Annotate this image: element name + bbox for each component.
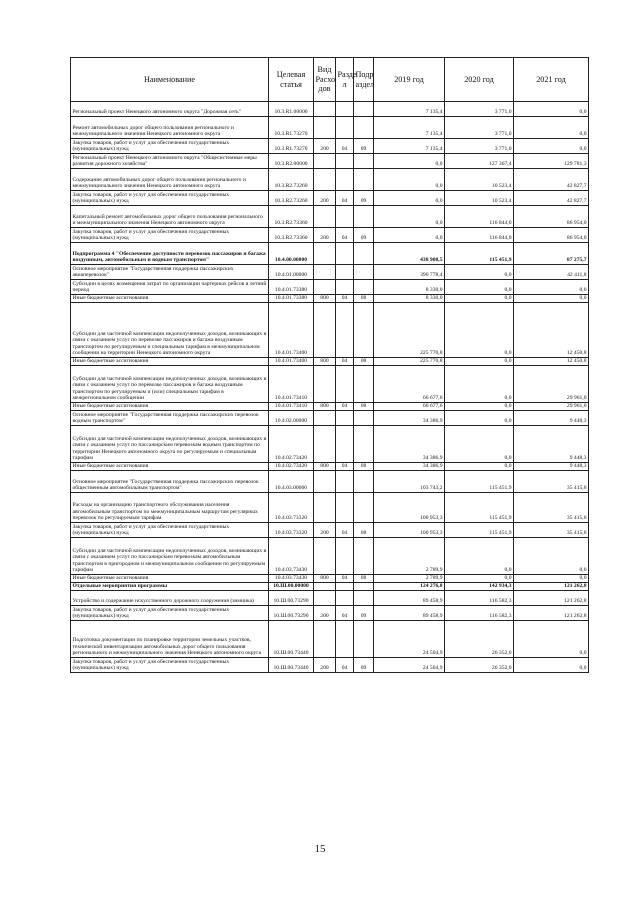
- cell-expense-type: [314, 243, 336, 265]
- cell-subsection: [354, 303, 374, 358]
- cell-name: Региональный проект Ненецкого автономного округа "Дорожная сеть": [71, 102, 269, 117]
- cell-subsection: [354, 583, 374, 591]
- cell-section: [336, 206, 354, 228]
- cell-subsection: [354, 117, 374, 139]
- cell-name: Подготовка документации по планировке территории земельных участков, технической инвентаризации автомобильных дорог общего пользования регионального и межмуниципального значения Ненецкого автономного округа: [71, 621, 269, 658]
- cell-target-article: 10.3.R2.73260: [269, 191, 314, 206]
- cell-2021: 0,0: [514, 139, 589, 154]
- cell-2020: 10 523,4: [445, 169, 514, 191]
- cell-2020: 0,0: [445, 303, 514, 358]
- cell-2020: 3 771,0: [445, 117, 514, 139]
- cell-section: 04: [336, 463, 354, 471]
- budget-table: [70, 57, 589, 673]
- cell-2021: 12 450,8: [514, 358, 589, 366]
- cell-target-article: 10.4.03.73320: [269, 523, 314, 538]
- table-row: [71, 243, 589, 265]
- cell-section: [336, 169, 354, 191]
- cell-section: [336, 366, 354, 403]
- cell-expense-type: 200: [314, 606, 336, 621]
- cell-target-article: 10.Ш.00.73290: [269, 591, 314, 606]
- cell-2021: 42 827,7: [514, 191, 589, 206]
- table-row: [71, 206, 589, 228]
- cell-section: [336, 265, 354, 280]
- cell-name: Закупка товаров, работ и услуг для обеспечения государственных (муниципальных) нужд: [71, 658, 269, 673]
- cell-subsection: 08: [354, 523, 374, 538]
- cell-expense-type: [314, 493, 336, 523]
- header-section: Разде л: [336, 58, 354, 102]
- cell-expense-type: [314, 583, 336, 591]
- cell-target-article: 10.4.03.00000: [269, 471, 314, 493]
- cell-2021: 0,0: [514, 621, 589, 658]
- cell-2020: 115 451,9: [445, 523, 514, 538]
- cell-name: Расходы на организацию транспортного обслуживания населения автомобильным транспортом по межмуниципальным маршрутам регулярных перевозок по регулируемым тарифам: [71, 493, 269, 523]
- cell-target-article: 10.4.01.73400: [269, 358, 314, 366]
- cell-2021: 86 954,0: [514, 228, 589, 243]
- table-row: [71, 591, 589, 606]
- cell-2021: 35 415,6: [514, 523, 589, 538]
- cell-name: Закупка товаров, работ и услуг для обеспечения государственных (муниципальных) нужд: [71, 191, 269, 206]
- cell-subsection: 09: [354, 191, 374, 206]
- cell-subsection: [354, 426, 374, 463]
- cell-2020: 116 582,3: [445, 606, 514, 621]
- cell-name: Закупка товаров, работ и услуг для обеспечения государственных (муниципальных) нужд: [71, 523, 269, 538]
- table-row: [71, 191, 589, 206]
- cell-section: [336, 154, 354, 169]
- cell-2020: 115 451,9: [445, 243, 514, 265]
- table-row: [71, 366, 589, 403]
- cell-2019: 7 135,4: [374, 102, 445, 117]
- cell-name: Ремонт автомобильных дорог общего пользования регионального и межмуниципального значения Ненецкого автономного округа: [71, 117, 269, 139]
- header-2021: 2021 год: [514, 58, 589, 102]
- cell-section: [336, 243, 354, 265]
- cell-expense-type: 200: [314, 658, 336, 673]
- cell-2019: 89 458,9: [374, 591, 445, 606]
- cell-expense-type: [314, 169, 336, 191]
- cell-target-article: 10.Ш.00.73440: [269, 658, 314, 673]
- cell-2019: 0,0: [374, 154, 445, 169]
- cell-section: 04: [336, 358, 354, 366]
- cell-expense-type: [314, 621, 336, 658]
- cell-2020: 116 844,0: [445, 228, 514, 243]
- cell-2021: 0,0: [514, 658, 589, 673]
- cell-2019: 34 386,9: [374, 463, 445, 471]
- cell-2020: 0,0: [445, 463, 514, 471]
- cell-2020: 0,0: [445, 426, 514, 463]
- cell-target-article: 10.4.01.00000: [269, 265, 314, 280]
- cell-target-article: 10.Ш.00.73290: [269, 606, 314, 621]
- header-2019: 2019 год: [374, 58, 445, 102]
- cell-subsection: [354, 206, 374, 228]
- cell-name: Иные бюджетные ассигнования: [71, 358, 269, 366]
- cell-expense-type: [314, 591, 336, 606]
- cell-2021: 42 827,7: [514, 169, 589, 191]
- cell-name: Иные бюджетные ассигнования: [71, 295, 269, 303]
- cell-target-article: 10.4.01.73410: [269, 403, 314, 411]
- cell-2021: 12 450,8: [514, 303, 589, 358]
- cell-2019: 8 330,0: [374, 280, 445, 295]
- table-row: [71, 538, 589, 575]
- cell-2019: 66 677,6: [374, 403, 445, 411]
- cell-expense-type: [314, 366, 336, 403]
- cell-2020: 0,0: [445, 280, 514, 295]
- cell-2019: 34 386,9: [374, 426, 445, 463]
- cell-target-article: 10.3.R2.73360: [269, 206, 314, 228]
- table-row: [71, 575, 589, 583]
- cell-2019: 103 743,2: [374, 471, 445, 493]
- cell-name: Подпрограмма 4 "Обеспечение доступности перевозок пассажиров и багажа воздушным, автомобильным и водным транспортом": [71, 243, 269, 265]
- cell-subsection: [354, 102, 374, 117]
- cell-target-article: 10.4.02.00000: [269, 411, 314, 426]
- cell-2019: 100 953,3: [374, 493, 445, 523]
- cell-2021: 0,0: [514, 102, 589, 117]
- cell-2021: 35 415,6: [514, 493, 589, 523]
- cell-section: [336, 493, 354, 523]
- cell-subsection: 09: [354, 658, 374, 673]
- cell-2021: 0,0: [514, 295, 589, 303]
- cell-expense-type: 800: [314, 295, 336, 303]
- cell-2020: 0,0: [445, 538, 514, 575]
- cell-2021: 29 961,0: [514, 403, 589, 411]
- cell-2021: 29 961,0: [514, 366, 589, 403]
- table-row: [71, 139, 589, 154]
- cell-name: Устройство и содержание искусственного дорожного сооружения (зимника): [71, 591, 269, 606]
- cell-target-article: 10.4.00.00000: [269, 243, 314, 265]
- cell-section: [336, 591, 354, 606]
- cell-target-article: 10.4.01.73380: [269, 280, 314, 295]
- cell-section: [336, 538, 354, 575]
- cell-name: Содержание автомобильных дорог общего пользования регионального и межмуниципального значения Ненецкого автономного округа: [71, 169, 269, 191]
- cell-2019: 89 458,9: [374, 606, 445, 621]
- cell-subsection: [354, 591, 374, 606]
- cell-2019: 0,0: [374, 169, 445, 191]
- cell-2021: 86 954,0: [514, 206, 589, 228]
- cell-target-article: 10.4.03.73430: [269, 575, 314, 583]
- cell-target-article: 10.3.R1.00000: [269, 102, 314, 117]
- table-row: [71, 493, 589, 523]
- cell-2020: 3 771,0: [445, 139, 514, 154]
- cell-2021: 0,0: [514, 280, 589, 295]
- cell-2020: 26 352,0: [445, 621, 514, 658]
- cell-name: Региональный проект Ненецкого автономного округа "Общесистемные меры развития дорожного хозяйства": [71, 154, 269, 169]
- table-row: [71, 523, 589, 538]
- table-body: [71, 102, 589, 673]
- cell-expense-type: [314, 265, 336, 280]
- cell-name: Субсидии в целях возмещения затрат по организации чартерных рейсов в летний период: [71, 280, 269, 295]
- cell-target-article: 10.4.01.73410: [269, 366, 314, 403]
- table-row: [71, 411, 589, 426]
- cell-section: 04: [336, 403, 354, 411]
- cell-expense-type: [314, 538, 336, 575]
- cell-expense-type: [314, 154, 336, 169]
- cell-name: Закупка товаров, работ и услуг для обеспечения государственных (муниципальных) нужд: [71, 228, 269, 243]
- cell-name: Субсидии для частичной компенсации недополученных доходов, возникающих в связи с оказанием услуг по пассажирским перевозкам автомобильным транспортом в пригородном и межмуниципальном сообщении по регулируемым тарифам: [71, 538, 269, 575]
- cell-2020: 0,0: [445, 358, 514, 366]
- cell-2019: 34 386,9: [374, 411, 445, 426]
- cell-section: 04: [336, 191, 354, 206]
- cell-2020: 0,0: [445, 366, 514, 403]
- cell-target-article: 10.4.03.73430: [269, 538, 314, 575]
- cell-name: Субсидии для частичной компенсации недополученных доходов, возникающих в связи с оказанием услуг по перевозке пассажиров и багажа воздушным транспортом по регулируемым и (или) специальным тарифам в межрегиональном сообщении: [71, 366, 269, 403]
- cell-target-article: 10.3.R2.73360: [269, 228, 314, 243]
- cell-subsection: [354, 538, 374, 575]
- cell-2020: 115 451,9: [445, 471, 514, 493]
- cell-target-article: 10.3.R2.00000: [269, 154, 314, 169]
- cell-name: Основное мероприятие "Государственная поддержка пассажирских авиаперевозок": [71, 265, 269, 280]
- table-row: [71, 265, 589, 280]
- cell-subsection: 09: [354, 139, 374, 154]
- cell-name: Закупка товаров, работ и услуг для обеспечения государственных (муниципальных) нужд: [71, 606, 269, 621]
- cell-2019: 390 778,4: [374, 265, 445, 280]
- cell-2021: 121 262,8: [514, 591, 589, 606]
- cell-name: Иные бюджетные ассигнования: [71, 403, 269, 411]
- cell-target-article: 10.Ш.00.73440: [269, 621, 314, 658]
- cell-2021: 42 411,8: [514, 265, 589, 280]
- cell-expense-type: 800: [314, 575, 336, 583]
- cell-expense-type: [314, 426, 336, 463]
- cell-name: Иные бюджетные ассигнования: [71, 575, 269, 583]
- table-row: [71, 228, 589, 243]
- cell-name: Отдельные мероприятия программы: [71, 583, 269, 591]
- cell-2019: 438 908,5: [374, 243, 445, 265]
- table-row: [71, 463, 589, 471]
- cell-target-article: 10.3.R2.73260: [269, 169, 314, 191]
- cell-section: [336, 280, 354, 295]
- cell-subsection: 08: [354, 575, 374, 583]
- cell-section: [336, 303, 354, 358]
- table-row: [71, 102, 589, 117]
- cell-2020: 0,0: [445, 411, 514, 426]
- cell-2019: 100 953,3: [374, 523, 445, 538]
- cell-target-article: 10.Ш.00.00000: [269, 583, 314, 591]
- cell-name: Субсидии для частичной компенсации недополученных доходов, возникающих в связи с оказанием услуг по перевозке пассажиров и багажа воздушным транспортом по регулируемым и специальным тарифам в межмуниципальном сообщении на территории Ненецкого автономного округа: [71, 303, 269, 358]
- cell-section: 04: [336, 606, 354, 621]
- table-header-row: [71, 58, 589, 102]
- cell-2020: 3 771,0: [445, 102, 514, 117]
- cell-section: 04: [336, 295, 354, 303]
- cell-2021: 9 448,3: [514, 426, 589, 463]
- cell-subsection: [354, 265, 374, 280]
- cell-name: Закупка товаров, работ и услуг для обеспечения государственных (муниципальных) нужд: [71, 139, 269, 154]
- cell-section: [336, 471, 354, 493]
- cell-2021: 121 262,8: [514, 583, 589, 591]
- table-row: [71, 403, 589, 411]
- cell-subsection: 08: [354, 463, 374, 471]
- cell-expense-type: [314, 117, 336, 139]
- cell-2021: 121 262,8: [514, 606, 589, 621]
- cell-target-article: 10.4.03.73320: [269, 493, 314, 523]
- cell-2021: 129 781,3: [514, 154, 589, 169]
- cell-section: [336, 583, 354, 591]
- cell-2021: 0,0: [514, 575, 589, 583]
- cell-subsection: [354, 243, 374, 265]
- cell-expense-type: 800: [314, 463, 336, 471]
- cell-expense-type: 200: [314, 191, 336, 206]
- cell-expense-type: 800: [314, 403, 336, 411]
- cell-2021: 0,0: [514, 117, 589, 139]
- table-row: [71, 303, 589, 358]
- cell-expense-type: [314, 303, 336, 358]
- table-row: [71, 471, 589, 493]
- cell-2019: 24 504,9: [374, 621, 445, 658]
- cell-subsection: [354, 366, 374, 403]
- cell-2020: 0,0: [445, 295, 514, 303]
- cell-section: [336, 411, 354, 426]
- cell-section: 04: [336, 139, 354, 154]
- cell-2020: 116 582,3: [445, 591, 514, 606]
- cell-2020: 142 934,3: [445, 583, 514, 591]
- cell-subsection: 09: [354, 228, 374, 243]
- cell-2021: 0,0: [514, 538, 589, 575]
- cell-subsection: [354, 471, 374, 493]
- header-target-article: Целевая статья: [269, 58, 314, 102]
- table-row: [71, 606, 589, 621]
- cell-name: Капитальный ремонт автомобильных дорог общего пользования регионального и межмуниципального значения Ненецкого автономного округа: [71, 206, 269, 228]
- table-row: [71, 658, 589, 673]
- cell-2019: 8 330,0: [374, 295, 445, 303]
- cell-subsection: [354, 411, 374, 426]
- cell-2020: 127 367,4: [445, 154, 514, 169]
- cell-2019: 0,0: [374, 191, 445, 206]
- cell-2021: 9 448,3: [514, 463, 589, 471]
- cell-name: Субсидии для частичной компенсации недополученных доходов, возникающих в связи с оказанием услуг по пассажирским перевозкам водным транспортом по территории Ненецкого автономного округа по регулируемым и специальным тарифам: [71, 426, 269, 463]
- cell-expense-type: [314, 471, 336, 493]
- cell-2019: 7 135,4: [374, 117, 445, 139]
- cell-2020: 0,0: [445, 575, 514, 583]
- cell-2020: 0,0: [445, 403, 514, 411]
- cell-target-article: 10.3.R1.73270: [269, 139, 314, 154]
- cell-2019: 0,0: [374, 228, 445, 243]
- cell-expense-type: 200: [314, 228, 336, 243]
- cell-2019: 225 770,8: [374, 303, 445, 358]
- cell-section: [336, 117, 354, 139]
- cell-name: Основное мероприятие "Государственная поддержка пассажирских перевозок общественным автомобильным транспортом": [71, 471, 269, 493]
- cell-subsection: 08: [354, 295, 374, 303]
- cell-expense-type: [314, 206, 336, 228]
- cell-section: [336, 426, 354, 463]
- table-row: [71, 621, 589, 658]
- cell-2019: 24 504,9: [374, 658, 445, 673]
- table-row: [71, 426, 589, 463]
- header-2020: 2020 год: [445, 58, 514, 102]
- cell-subsection: [354, 280, 374, 295]
- cell-section: 04: [336, 523, 354, 538]
- cell-2019: 2 789,9: [374, 538, 445, 575]
- table-row: [71, 295, 589, 303]
- cell-expense-type: [314, 280, 336, 295]
- cell-section: 04: [336, 228, 354, 243]
- cell-target-article: 10.4.02.73420: [269, 463, 314, 471]
- cell-section: [336, 102, 354, 117]
- cell-2020: 10 523,4: [445, 191, 514, 206]
- cell-2020: 26 352,0: [445, 658, 514, 673]
- cell-target-article: 10.3.R1.73270: [269, 117, 314, 139]
- page-number: 15: [314, 843, 326, 855]
- cell-name: Иные бюджетные ассигнования: [71, 463, 269, 471]
- cell-expense-type: 200: [314, 523, 336, 538]
- cell-subsection: [354, 154, 374, 169]
- table-row: [71, 280, 589, 295]
- cell-subsection: 09: [354, 606, 374, 621]
- cell-2019: 2 789,9: [374, 575, 445, 583]
- cell-2020: 115 451,9: [445, 493, 514, 523]
- table-row: [71, 154, 589, 169]
- cell-2021: 87 275,7: [514, 243, 589, 265]
- cell-section: [336, 621, 354, 658]
- cell-subsection: [354, 493, 374, 523]
- cell-2019: 0,0: [374, 206, 445, 228]
- cell-2020: 116 844,0: [445, 206, 514, 228]
- cell-2019: 124 276,8: [374, 583, 445, 591]
- cell-subsection: [354, 169, 374, 191]
- cell-name: Основное мероприятие "Государственная поддержка пассажирских перевозок водным транспортом": [71, 411, 269, 426]
- table-row: [71, 117, 589, 139]
- cell-2020: 0,0: [445, 265, 514, 280]
- table-row: [71, 583, 589, 591]
- cell-target-article: 10.4.02.73420: [269, 426, 314, 463]
- cell-target-article: 10.4.01.73380: [269, 295, 314, 303]
- header-subsection: Подр аздел: [354, 58, 374, 102]
- header-expense-type: Вид Расхо дов: [314, 58, 336, 102]
- cell-subsection: 08: [354, 358, 374, 366]
- cell-expense-type: 800: [314, 358, 336, 366]
- table-row: [71, 358, 589, 366]
- cell-expense-type: [314, 102, 336, 117]
- cell-target-article: 10.4.01.73400: [269, 303, 314, 358]
- cell-subsection: 08: [354, 403, 374, 411]
- cell-expense-type: 200: [314, 139, 336, 154]
- header-name: Наименование: [71, 58, 269, 102]
- cell-2021: 9 448,3: [514, 411, 589, 426]
- cell-2019: 7 135,4: [374, 139, 445, 154]
- cell-subsection: [354, 621, 374, 658]
- table-row: [71, 169, 589, 191]
- cell-2019: 225 770,8: [374, 358, 445, 366]
- cell-expense-type: [314, 411, 336, 426]
- cell-2021: 35 415,6: [514, 471, 589, 493]
- cell-section: 04: [336, 658, 354, 673]
- cell-section: 04: [336, 575, 354, 583]
- cell-2019: 66 677,6: [374, 366, 445, 403]
